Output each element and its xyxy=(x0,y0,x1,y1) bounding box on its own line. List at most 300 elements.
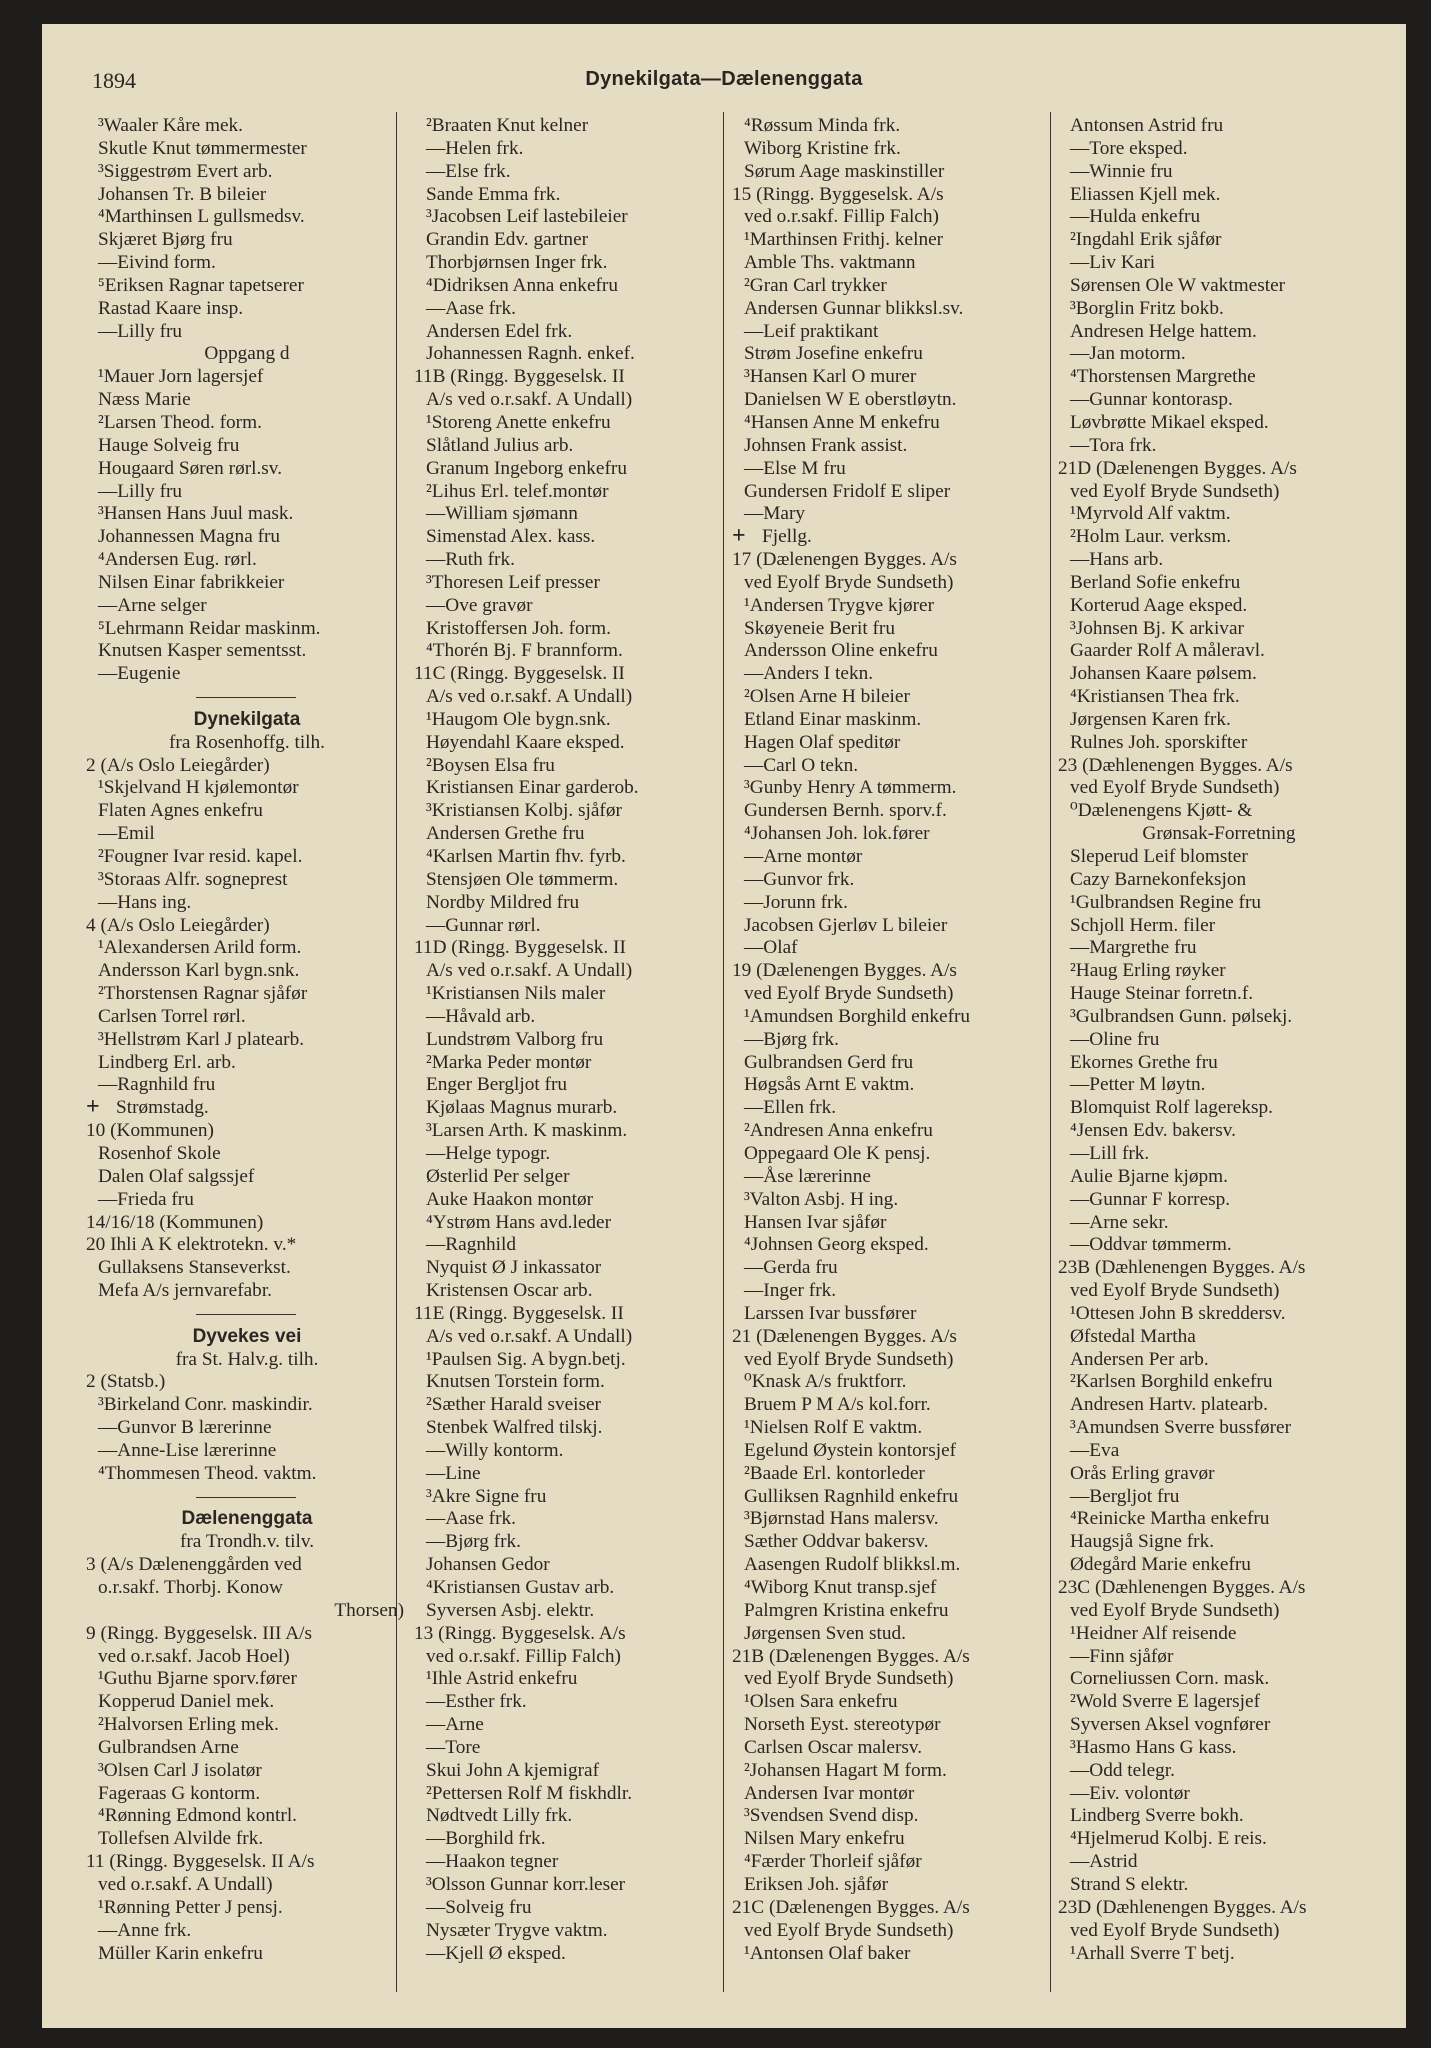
directory-line: Sørensen Ole W vaktmester xyxy=(1070,274,1286,296)
directory-line: Næss Marie xyxy=(98,389,191,411)
address-entry: 21 (Dælenengen Bygges. A/s xyxy=(732,1325,957,1347)
directory-line: Jacobsen Gjerløv L bileier xyxy=(744,914,948,936)
directory-line: fra Rosenhoffg. tilh. xyxy=(168,731,325,753)
section-divider xyxy=(86,1303,408,1326)
directory-line: Larssen Ivar bussfører xyxy=(744,1302,917,1324)
directory-line: Lundstrøm Valborg fru xyxy=(426,1028,604,1050)
directory-line: Sørum Aage maskinstiller xyxy=(744,160,945,182)
directory-line: Cazy Barnekonfeksjon xyxy=(1070,868,1247,890)
directory-line: Johansen Tr. B bileier xyxy=(98,183,267,205)
directory-line: Haugsjå Signe frk. xyxy=(1070,1531,1215,1553)
directory-line: —Gunvor frk. xyxy=(744,868,855,890)
directory-line: ¹Myrvold Alf vaktm. xyxy=(1070,503,1231,525)
directory-line: ⁰Knask A/s fruktforr. xyxy=(744,1371,907,1393)
directory-line: Knutsen Kasper sementsst. xyxy=(98,640,307,662)
directory-line: ved Eyolf Bryde Sundseth) xyxy=(1070,1919,1280,1941)
directory-line: ⁴Karlsen Martin fhv. fyrb. xyxy=(426,846,626,867)
directory-line: —Odd telegr. xyxy=(1070,1759,1175,1781)
directory-line: Johannessen Magna fru xyxy=(98,526,281,548)
section-divider xyxy=(86,1486,408,1509)
directory-line: Strøm Josefine enkefru xyxy=(744,343,923,365)
directory-line: —Eugenie xyxy=(98,663,181,685)
directory-line: Orås Erling gravør xyxy=(1070,1462,1215,1484)
directory-line: —Inger frk. xyxy=(744,1280,837,1302)
directory-line: Syversen Aksel vognfører xyxy=(1070,1714,1271,1736)
directory-line: Simenstad Alex. kass. xyxy=(426,526,596,548)
directory-line: Müller Karin enkefru xyxy=(98,1942,263,1964)
directory-line: —Helge typogr. xyxy=(426,1142,551,1164)
directory-line: Norseth Eyst. stereotypør xyxy=(744,1714,941,1736)
directory-line: —Ragnhild fru xyxy=(98,1074,216,1096)
directory-line: Nordby Mildred fru xyxy=(426,891,580,913)
directory-line: —Arne xyxy=(426,1714,484,1736)
directory-line: ³Amundsen Sverre bussfører xyxy=(1070,1417,1292,1439)
directory-line: —Arne selger xyxy=(98,594,207,616)
directory-line: Nilsen Mary enkefru xyxy=(744,1828,905,1850)
directory-line: —Finn sjåfør xyxy=(1070,1645,1174,1667)
directory-line: ²Karlsen Borghild enkefru xyxy=(1070,1371,1273,1393)
directory-line: ³Svendsen Svend disp. xyxy=(744,1805,919,1827)
directory-line: ved Eyolf Bryde Sundseth) xyxy=(744,1348,954,1370)
directory-line: ²Gran Carl trykker xyxy=(744,274,887,296)
address-entry: 11E (Ringg. Byggeselsk. II xyxy=(414,1302,624,1324)
directory-line: ¹Alexandersen Arild form. xyxy=(98,937,302,959)
directory-line: ⁴Thorén Bj. F brannform. xyxy=(426,640,623,662)
directory-line: Jørgensen Karen frk. xyxy=(1070,708,1231,730)
address-entry: 23C (Dæhlenengen Bygges. A/s xyxy=(1058,1577,1306,1598)
directory-line: —Helen frk. xyxy=(426,137,524,159)
directory-line: —Ove gravør xyxy=(426,594,533,616)
directory-line: ¹Olsen Sara enkefru xyxy=(744,1691,898,1713)
directory-page xyxy=(42,24,1406,2028)
directory-line: Johnsen Frank assist. xyxy=(744,434,908,456)
directory-line: Rosenhof Skole xyxy=(98,1142,221,1164)
directory-line: —Bergljot fru xyxy=(1070,1485,1180,1507)
directory-line: —Leif praktikant xyxy=(744,320,879,342)
directory-line: Hagen Olaf speditør xyxy=(744,731,901,753)
directory-line: Gundersen Bernh. sporv.f. xyxy=(744,800,947,822)
directory-line: ⁴Andersen Eug. rørl. xyxy=(98,549,257,571)
directory-line: ⁴Wiborg Knut transp.sjef xyxy=(744,1577,937,1598)
directory-line: Granum Ingeborg enkefru xyxy=(426,457,627,479)
directory-line: ²Halvorsen Erling mek. xyxy=(98,1714,279,1736)
directory-line: ¹Skjelvand H kjølemontør xyxy=(98,777,299,799)
directory-line: ²Larsen Theod. form. xyxy=(98,411,262,433)
address-entry: 11 (Ringg. Byggeselsk. II A/s xyxy=(86,1851,315,1873)
directory-line: Strand S elektr. xyxy=(1070,1873,1189,1895)
directory-line: ²Andresen Anna enkefru xyxy=(744,1120,933,1142)
section-divider xyxy=(86,686,408,709)
directory-line: Nysæter Trygve vaktm. xyxy=(426,1919,608,1941)
directory-line: ¹Kristiansen Nils maler xyxy=(426,983,606,1005)
directory-line: Slåtland Julius arb. xyxy=(426,434,574,456)
directory-line: ³Storaas Alfr. sogneprest xyxy=(98,868,288,890)
street-heading: Dyvekes vei xyxy=(192,1325,302,1347)
directory-line: —Carl O tekn. xyxy=(744,754,859,776)
directory-line: A/s ved o.r.sakf. A Undall) xyxy=(426,389,633,411)
directory-line: ²Sæther Harald sveiser xyxy=(426,1394,601,1416)
directory-line: Andresen Helge hattem. xyxy=(1070,320,1257,342)
directory-line: ³Birkeland Conr. maskindir. xyxy=(98,1394,313,1416)
directory-line: —Petter M løytn. xyxy=(1070,1074,1206,1096)
page-title: Dynekilgata—Dælenenggata xyxy=(585,68,863,90)
address-entry: 9 (Ringg. Byggeselsk. III A/s xyxy=(86,1622,313,1644)
directory-line: Sande Emma frk. xyxy=(426,183,561,205)
directory-line: ⁴Marthinsen L gullsmedsv. xyxy=(98,206,305,228)
directory-line: Andresen Hartv. platearb. xyxy=(1070,1394,1268,1416)
directory-line: Palmgren Kristina enkefru xyxy=(744,1599,949,1621)
directory-line: ⁰Dælenengens Kjøtt- & xyxy=(1070,800,1253,822)
directory-line: —Bjørg frk. xyxy=(426,1531,521,1553)
directory-line: ³Hansen Karl O murer xyxy=(744,366,917,388)
directory-line: ²Baade Erl. kontorleder xyxy=(744,1462,925,1484)
directory-line: Andersson Oline enkefru xyxy=(744,640,938,662)
directory-line: ³Valton Asbj. H ing. xyxy=(744,1188,899,1210)
directory-line: ³Borglin Fritz bokb. xyxy=(1070,297,1224,319)
directory-line: —Haakon tegner xyxy=(426,1851,559,1873)
directory-line: ³Kristiansen Kolbj. sjåfør xyxy=(426,800,622,822)
directory-line: ⁴Jensen Edv. bakersv. xyxy=(1070,1120,1236,1142)
directory-line: ⁴Johansen Joh. lok.fører xyxy=(744,823,930,845)
directory-line: —Hulda enkefru xyxy=(1070,206,1201,228)
directory-line: —Borghild frk. xyxy=(426,1828,546,1850)
directory-line: Lindberg Sverre bokh. xyxy=(1070,1805,1244,1827)
address-entry: 20 Ihli A K elektrotekn. v.* xyxy=(86,1234,297,1256)
directory-line: Gulbrandsen Arne xyxy=(98,1736,239,1758)
directory-line: ³Akre Signe fru xyxy=(426,1485,547,1507)
directory-line: —Hans arb. xyxy=(1070,549,1164,571)
directory-line: ⁴Færder Thorleif sjåfør xyxy=(744,1851,922,1873)
directory-line: ¹Nielsen Rolf E vaktm. xyxy=(744,1417,923,1439)
directory-line: Kjølaas Magnus murarb. xyxy=(426,1097,618,1119)
directory-line: —Håvald arb. xyxy=(426,1005,536,1027)
directory-line: ³Siggestrøm Evert arb. xyxy=(98,160,273,182)
directory-line: —Jan motorm. xyxy=(1070,343,1186,365)
directory-line: Schjoll Herm. filer xyxy=(1070,914,1216,936)
directory-line: Aasengen Rudolf blikksl.m. xyxy=(744,1554,961,1576)
directory-line: —Frieda fru xyxy=(98,1188,194,1210)
directory-line: ¹Andersen Trygve kjører xyxy=(744,594,934,616)
directory-line: Ødegård Marie enkefru xyxy=(1070,1554,1251,1576)
directory-line: Flaten Agnes enkefru xyxy=(98,800,263,822)
directory-line: ⁴Ystrøm Hans avd.leder xyxy=(426,1211,612,1233)
directory-line: ¹Arhall Sverre T betj. xyxy=(1070,1942,1235,1964)
directory-line: ³Larsen Arth. K maskinm. xyxy=(426,1120,628,1142)
directory-line: ⁴Rønning Edmond kontrl. xyxy=(98,1805,297,1827)
directory-line: Østerlid Per selger xyxy=(426,1165,570,1187)
directory-line: —Oline fru xyxy=(1070,1028,1160,1050)
directory-line: Kristiansen Einar garderob. xyxy=(426,777,639,799)
directory-line: Øfstedal Martha xyxy=(1070,1325,1196,1347)
directory-line: Berland Sofie enkefru xyxy=(1070,571,1241,593)
directory-line: Nilsen Einar fabrikkeier xyxy=(98,571,285,593)
directory-line: Nødtvedt Lilly frk. xyxy=(426,1805,573,1827)
directory-line: Amble Ths. vaktmann xyxy=(744,252,916,274)
directory-line: Etland Einar maskinm. xyxy=(744,708,922,730)
directory-line: ved o.r.sakf. Fillip Falch) xyxy=(426,1645,621,1667)
directory-line: ³Gunby Henry A tømmerm. xyxy=(744,777,957,799)
directory-line: Dalen Olaf salgssjef xyxy=(98,1165,255,1187)
directory-line: ²Holm Laur. verksm. xyxy=(1070,526,1232,548)
page-number: 1894 xyxy=(92,68,136,93)
directory-line: —Gunnar rørl. xyxy=(426,914,541,936)
column-2 xyxy=(414,115,736,1965)
directory-line: —William sjømann xyxy=(426,503,578,525)
directory-line: ved Eyolf Bryde Sundseth) xyxy=(1070,777,1280,799)
directory-line: —Eivind form. xyxy=(98,252,216,274)
directory-line: —Anders I tekn. xyxy=(744,663,874,685)
directory-line: —Willy kontorm. xyxy=(426,1439,564,1461)
directory-line: —Tore eksped. xyxy=(1070,137,1188,159)
directory-line: Bruem P M A/s kol.forr. xyxy=(744,1394,931,1416)
directory-line: —Emil xyxy=(98,823,155,845)
address-entry: 21B (Dælenengen Bygges. A/s xyxy=(732,1645,970,1667)
directory-line: ¹Rønning Petter J pensj. xyxy=(98,1896,283,1918)
directory-line: —Margrethe fru xyxy=(1070,937,1197,959)
directory-line: Wiborg Kristine frk. xyxy=(744,137,901,159)
address-entry: 21D (Dælenengen Bygges. A/s xyxy=(1058,457,1297,479)
directory-line: ¹Haugom Ole bygn.snk. xyxy=(426,708,611,730)
address-entry: 2 (A/s Oslo Leiegårder) xyxy=(86,754,270,776)
directory-line: —Gunnar kontorasp. xyxy=(1070,389,1233,411)
directory-line: Johansen Gedor xyxy=(426,1554,550,1576)
directory-line: —Astrid xyxy=(1070,1851,1138,1873)
directory-line: ⁴Kristiansen Gustav arb. xyxy=(426,1577,615,1598)
directory-line: Skjæret Bjørg fru xyxy=(98,229,233,251)
directory-line: —Gunvor B lærerinne xyxy=(98,1417,272,1439)
address-entry: 13 (Ringg. Byggeselsk. A/s xyxy=(414,1622,626,1644)
directory-line: ³Gulbrandsen Gunn. pølsekj. xyxy=(1070,1005,1293,1027)
address-entry: 4 (A/s Oslo Leiegårder) xyxy=(86,914,270,936)
directory-line: Hansen Ivar sjåfør xyxy=(744,1211,887,1233)
directory-line: Gulliksen Ragnhild enkefru xyxy=(744,1485,959,1507)
directory-line: —Arne montør xyxy=(744,846,863,867)
directory-line: Syversen Asbj. elektr. xyxy=(426,1599,595,1621)
directory-line: Korterud Aage eksped. xyxy=(1070,594,1248,616)
directory-line: Andersen Grethe fru xyxy=(426,823,585,845)
directory-line: Andersen Gunnar blikksl.sv. xyxy=(744,297,964,319)
directory-line: ⁴Hansen Anne M enkefru xyxy=(744,411,940,433)
directory-line: ²Boysen Elsa fru xyxy=(426,754,555,776)
directory-line: ³Johnsen Bj. K arkivar xyxy=(1070,617,1244,639)
directory-line: —Else M fru xyxy=(744,457,846,479)
directory-line: ¹Ottesen John B skreddersv. xyxy=(1070,1302,1286,1324)
directory-line: Stensjøen Ole tømmerm. xyxy=(426,868,619,890)
directory-line: Blomquist Rolf lagereksp. xyxy=(1070,1097,1273,1119)
directory-line: ved Eyolf Bryde Sundseth) xyxy=(1070,1280,1280,1302)
directory-line: Løvbrøtte Mikael eksped. xyxy=(1070,411,1269,433)
directory-line: —Bjørg frk. xyxy=(744,1028,839,1050)
directory-line: ¹Ihle Astrid enkefru xyxy=(426,1668,578,1690)
directory-line: Knutsen Torstein form. xyxy=(426,1371,605,1393)
address-entry: 15 (Ringg. Byggeselsk. A/s xyxy=(732,183,944,205)
directory-line: Carlsen Oscar malersv. xyxy=(744,1736,923,1758)
page-header xyxy=(42,68,1406,108)
directory-line: A/s ved o.r.sakf. A Undall) xyxy=(426,960,633,982)
directory-line: ³Hellstrøm Karl J platearb. xyxy=(98,1028,305,1050)
directory-line: —Ragnhild xyxy=(426,1234,516,1256)
directory-line: ³Hasmo Hans G kass. xyxy=(1070,1736,1237,1758)
directory-line: Gullaksens Stanseverkst. xyxy=(98,1257,291,1279)
address-entry: 11B (Ringg. Byggeselsk. II xyxy=(414,366,625,388)
directory-line: —Gerda fru xyxy=(744,1257,838,1279)
directory-line: Hauge Steinar forretn.f. xyxy=(1070,983,1254,1005)
column-4 xyxy=(1058,115,1380,1965)
directory-line: —Lilly fru xyxy=(98,480,183,502)
directory-line: Tollefsen Alvilde frk. xyxy=(98,1828,264,1850)
directory-line: Nyquist Ø J inkassator xyxy=(426,1257,602,1279)
directory-line: ved o.r.sakf. A Undall) xyxy=(98,1873,273,1895)
directory-line: Kristoffersen Joh. form. xyxy=(426,617,611,639)
directory-line: Hougaard Søren rørl.sv. xyxy=(98,457,283,479)
directory-line: ⁴Reinicke Martha enkefru xyxy=(1070,1508,1270,1530)
directory-line: ²Braaten Knut kelner xyxy=(426,115,589,136)
street-heading: Dynekilgata xyxy=(193,708,301,730)
directory-line: Auke Haakon montør xyxy=(426,1188,594,1210)
cross-street-entry xyxy=(86,1097,408,1120)
directory-line: Johansen Kaare pølsem. xyxy=(1070,663,1257,685)
cross-street-label: Strømstadg. xyxy=(116,1097,209,1119)
directory-line: —Tora frk. xyxy=(1070,434,1157,456)
directory-line: Andersen Per arb. xyxy=(1070,1348,1209,1370)
directory-line: Kopperud Daniel mek. xyxy=(98,1691,275,1713)
directory-line: Thorsen) xyxy=(334,1599,404,1621)
directory-line: ²Pettersen Rolf M fiskhdlr. xyxy=(426,1782,633,1804)
directory-line: Rastad Kaare insp. xyxy=(98,297,244,319)
directory-line: ved o.r.sakf. Jacob Hoel) xyxy=(98,1645,290,1667)
directory-line: —Liv Kari xyxy=(1070,252,1156,274)
directory-line: ⁴Hjelmerud Kolbj. E reis. xyxy=(1070,1828,1267,1850)
directory-line: Høyendahl Kaare eksped. xyxy=(426,731,625,753)
directory-line: Grandin Edv. gartner xyxy=(426,229,589,251)
address-entry: 17 (Dælenengen Bygges. A/s xyxy=(732,549,957,571)
directory-line: —Lill frk. xyxy=(1070,1142,1150,1164)
directory-line: fra St. Halv.g. tilh. xyxy=(175,1348,319,1370)
directory-line: ²Johansen Hagart M form. xyxy=(744,1759,947,1781)
directory-line: —Oddvar tømmerm. xyxy=(1070,1234,1232,1256)
directory-line: Andersson Karl bygn.snk. xyxy=(98,960,300,982)
directory-line: Oppegaard Ole K pensj. xyxy=(744,1142,931,1164)
cross-marker-icon: + xyxy=(86,1097,100,1121)
directory-line: ²Fougner Ivar resid. kapel. xyxy=(98,846,303,867)
directory-line: ¹Mauer Jorn lagersjef xyxy=(98,366,264,388)
directory-line: —Hans ing. xyxy=(98,891,192,913)
directory-line: ²Haug Erling røyker xyxy=(1070,960,1226,982)
directory-line: ⁴Røssum Minda frk. xyxy=(744,115,901,136)
directory-line: ved Eyolf Bryde Sundseth) xyxy=(1070,480,1280,502)
directory-line: ¹Paulsen Sig. A bygn.betj. xyxy=(426,1348,626,1370)
directory-line: Jørgensen Sven stud. xyxy=(744,1622,906,1644)
street-heading: Dælenenggata xyxy=(181,1508,313,1530)
directory-line: Johannessen Ragnh. enkef. xyxy=(426,343,635,365)
directory-line: Skutle Knut tømmermester xyxy=(98,137,307,159)
directory-line: fra Trondh.v. tilv. xyxy=(179,1531,315,1553)
directory-line: ³Waaler Kåre mek. xyxy=(98,115,244,136)
directory-line: Ekornes Grethe fru xyxy=(1070,1051,1218,1073)
directory-line: Skøyeneie Berit fru xyxy=(744,617,895,639)
directory-line: Hauge Solveig fru xyxy=(98,434,240,456)
directory-line: ²Wold Sverre E lagersjef xyxy=(1070,1691,1261,1713)
directory-line: ²Lihus Erl. telef.montør xyxy=(426,480,609,502)
directory-line: ⁵Eriksen Ragnar tapetserer xyxy=(98,274,304,296)
address-entry: 23 (Dæhlenengen Bygges. A/s xyxy=(1058,754,1293,776)
directory-line: Eliassen Kjell mek. xyxy=(1070,183,1221,205)
directory-line: ⁵Lehrmann Reidar maskinm. xyxy=(98,617,321,639)
directory-line: Mefa A/s jernvarefabr. xyxy=(98,1280,272,1302)
directory-line: ³Jacobsen Leif lastebileier xyxy=(426,206,628,228)
address-entry: 3 (A/s Dælenenggården ved xyxy=(86,1554,302,1576)
directory-line: ved Eyolf Bryde Sundseth) xyxy=(744,1668,954,1690)
address-entry: 11D (Ringg. Byggeselsk. II xyxy=(414,937,626,959)
address-entry: 21C (Dælenengen Bygges. A/s xyxy=(732,1896,970,1918)
address-entry: 14/16/18 (Kommunen) xyxy=(86,1211,264,1233)
directory-line: o.r.sakf. Thorbj. Konow xyxy=(98,1577,283,1598)
directory-line: —Aase frk. xyxy=(426,1508,516,1530)
directory-line: Kristensen Oscar arb. xyxy=(426,1280,593,1302)
directory-line: Rulnes Joh. sporskifter xyxy=(1070,731,1248,753)
directory-line: ⁴Johnsen Georg eksped. xyxy=(744,1234,929,1256)
directory-line: Skui John A kjemigraf xyxy=(426,1759,599,1781)
address-entry: 2 (Statsb.) xyxy=(86,1371,166,1393)
directory-line: Carlsen Torrel rørl. xyxy=(98,1005,246,1027)
directory-line: —Ruth frk. xyxy=(426,549,515,571)
directory-line: ³Olsen Carl J isolatør xyxy=(98,1759,262,1781)
address-entry: 23D (Dæhlenengen Bygges. A/s xyxy=(1058,1896,1307,1918)
address-entry: 23B (Dæhlenengen Bygges. A/s xyxy=(1058,1257,1306,1279)
directory-line: —Kjell Ø eksped. xyxy=(426,1942,566,1964)
directory-line: —Jorunn frk. xyxy=(744,891,848,913)
directory-line: —Olaf xyxy=(744,937,798,959)
directory-line: —Anne-Lise lærerinne xyxy=(98,1439,277,1461)
directory-line: Sæther Oddvar bakersv. xyxy=(744,1531,929,1553)
directory-line: ¹Marthinsen Frithj. kelner xyxy=(744,229,944,251)
directory-line: —Else frk. xyxy=(426,160,511,182)
directory-line: —Anne frk. xyxy=(98,1919,192,1941)
directory-line: —Solveig fru xyxy=(426,1896,532,1918)
directory-line: Gaarder Rolf A måleravl. xyxy=(1070,640,1265,662)
directory-line: ³Hansen Hans Juul mask. xyxy=(98,503,294,525)
directory-line: A/s ved o.r.sakf. A Undall) xyxy=(426,686,633,708)
directory-line: ved Eyolf Bryde Sundseth) xyxy=(1070,1599,1280,1621)
directory-line: Eriksen Joh. sjåfør xyxy=(744,1873,889,1895)
directory-line: ³Olsson Gunnar korr.leser xyxy=(426,1873,626,1895)
directory-line: ved Eyolf Bryde Sundseth) xyxy=(744,571,954,593)
directory-line: ⁴Thommesen Theod. vaktm. xyxy=(98,1462,317,1484)
directory-line: —Mary xyxy=(744,503,806,525)
directory-line: —Eiv. volontør xyxy=(1070,1782,1190,1804)
directory-line: —Lilly fru xyxy=(98,320,183,342)
address-entry: 10 (Kommunen) xyxy=(86,1120,214,1142)
cross-street-entry xyxy=(732,526,1054,549)
directory-line: ¹Guthu Bjarne sporv.fører xyxy=(98,1668,297,1690)
directory-line: Gundersen Fridolf E sliper xyxy=(744,480,951,502)
directory-line: ²Ingdahl Erik sjåfør xyxy=(1070,229,1222,251)
address-entry: 11C (Ringg. Byggeselsk. II xyxy=(414,663,625,685)
directory-line: —Arne sekr. xyxy=(1070,1211,1169,1233)
column-3 xyxy=(732,115,1054,1965)
directory-line: —Esther frk. xyxy=(426,1691,527,1713)
directory-line: Aulie Bjarne kjøpm. xyxy=(1070,1165,1228,1187)
directory-line: Stenbek Walfred tilskj. xyxy=(426,1417,603,1439)
directory-line: Danielsen W E oberstløytn. xyxy=(744,389,957,411)
column-1 xyxy=(86,115,408,1965)
directory-line: —Winnie fru xyxy=(1070,160,1173,182)
directory-line: ved Eyolf Bryde Sundseth) xyxy=(744,983,954,1005)
directory-line: ved o.r.sakf. Fillip Falch) xyxy=(744,206,939,228)
cross-street-label: Fjellg. xyxy=(762,526,812,548)
directory-line: —Line xyxy=(426,1462,481,1484)
directory-line: Egelund Øystein kontorsjef xyxy=(744,1439,957,1461)
